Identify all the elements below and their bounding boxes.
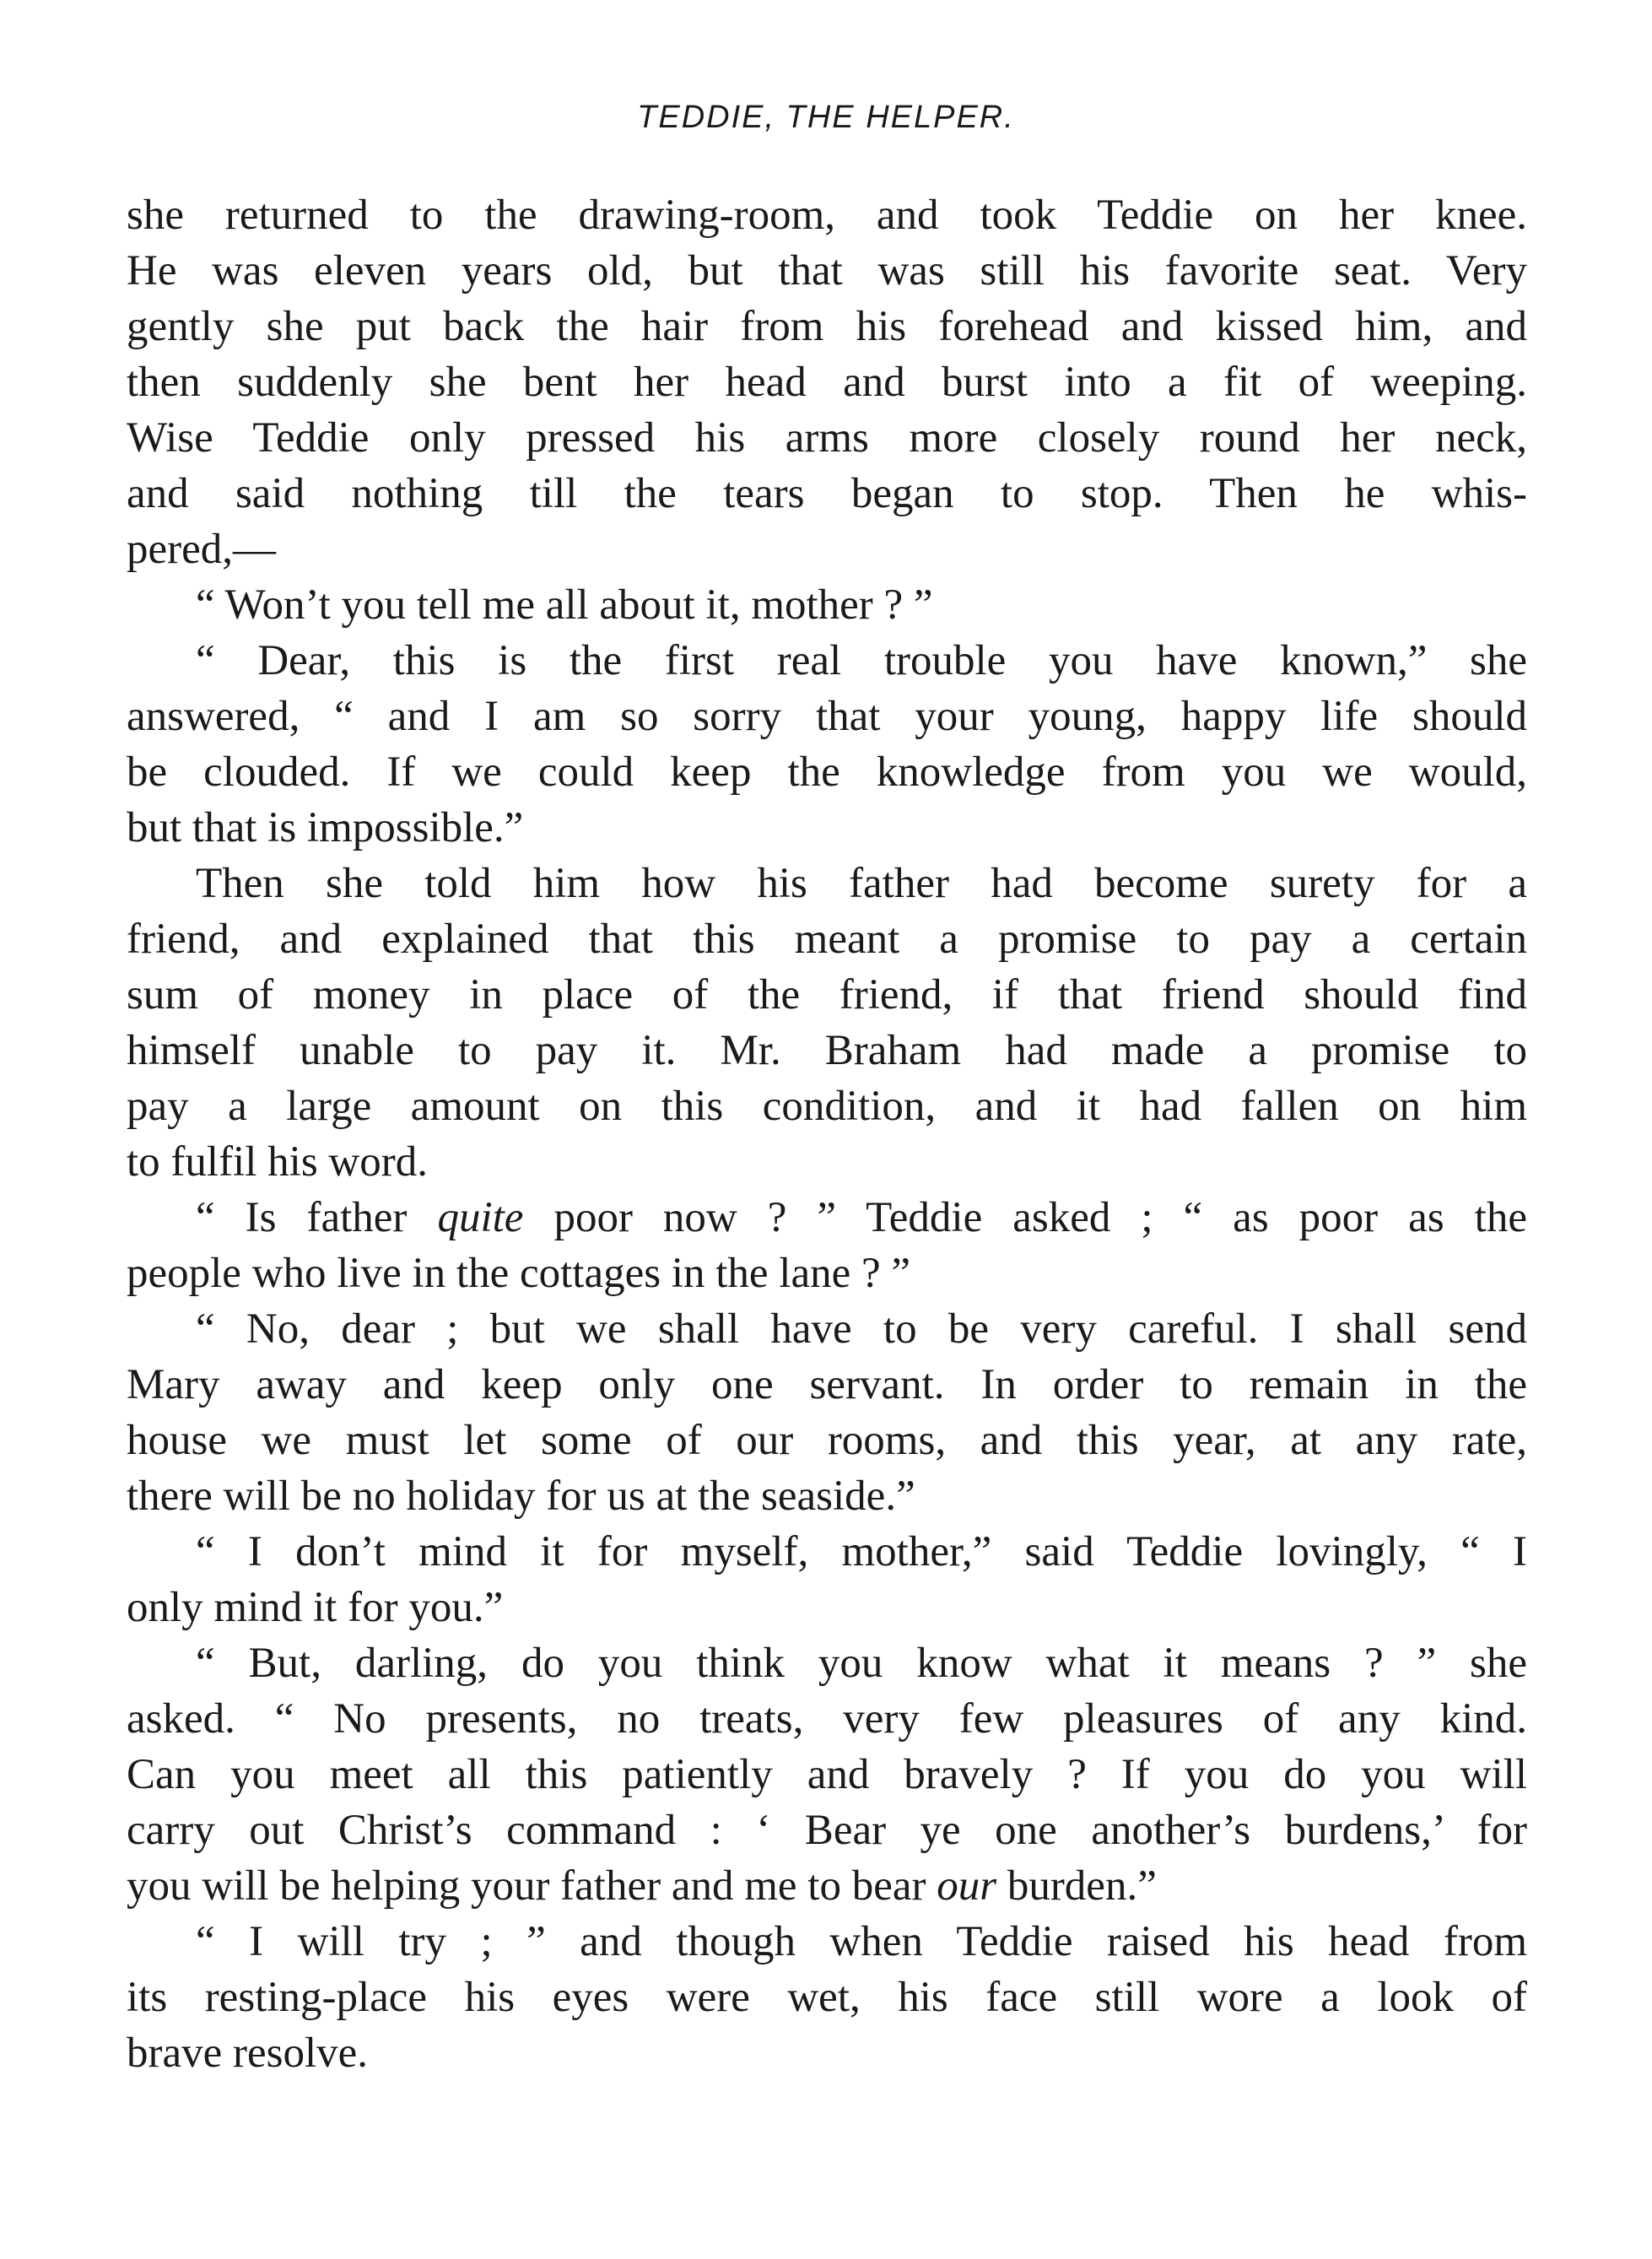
running-head: TEDDIE, THE HELPER. [637,100,1015,135]
text-line: to fulfil his word. [127,1138,428,1186]
text-line: pay a large amount on this condition, and it had fallen on him [127,1083,1527,1130]
italic-emphasis: our [937,1862,997,1910]
text-line: “ Won’t you tell me all about it, mother ? ” [196,581,933,629]
text-segment: poor now ? ” Teddie asked ; “ as poor as the [523,1194,1527,1241]
italic-emphasis: quite [437,1194,524,1241]
text-line: its resting-place his eyes were wet, his face still wore a look of [127,1974,1527,2021]
text-line: she returned to the drawing-room, and took Teddie on her knee. [127,192,1527,239]
text-line: “ I don’t mind it for myself, mother,” said Teddie lovingly, “ I [196,1528,1527,1575]
text-line: gently she put back the hair from his forehead and kissed him, and [127,303,1527,350]
text-line: “ Dear, this is the first real trouble you have known,” she [196,637,1527,684]
text-line: and said nothing till the tears began to stop. Then he whis- [127,470,1527,517]
text-line: Wise Teddie only pressed his arms more closely round her neck, [127,414,1527,462]
text-line: answered, “ and I am so sorry that your young, happy life should [127,693,1527,740]
text-line: but that is impossible.” [127,804,524,851]
text-line: brave resolve. [127,2029,369,2077]
text-line: Can you meet all this patiently and bravely ? If you do you will [127,1751,1527,1798]
text-line: himself unable to pay it. Mr. Braham had made a promise to [127,1027,1527,1074]
text-line: people who live in the cottages in the lane ? ” [127,1250,911,1297]
text-line: Then she told him how his father had become surety for a [196,860,1527,907]
text-line: be clouded. If we could keep the knowledge from you we would, [127,748,1527,796]
text-line: carry out Christ’s command : ‘ Bear ye one another’s burdens,’ for [127,1807,1527,1854]
text-segment: you will be helping your father and me to bear [127,1862,937,1910]
text-line: “ I will try ; ” and though when Teddie raised his head from [196,1918,1527,1965]
text-line: sum of money in place of the friend, if that friend should find [127,971,1527,1019]
text-line: pered,— [127,526,277,573]
text-segment: burden.” [996,1862,1157,1910]
text-line: then suddenly she bent her head and burst into a fit of weeping. [127,359,1527,406]
text-line: only mind it for you.” [127,1584,504,1631]
text-segment: “ Is father [196,1194,438,1241]
text-line: He was eleven years old, but that was still his favorite seat. Very [127,247,1527,295]
text-line: friend, and explained that this meant a promise to pay a certain [127,916,1527,963]
text-line: “ But, darling, do you think you know what it means ? ” she [196,1640,1527,1687]
text-line: house we must let some of our rooms, and this year, at any rate, [127,1417,1527,1464]
text-line [127,1190,1527,1246]
body-text [127,187,1527,2081]
text-line: “ No, dear ; but we shall have to be very careful. I shall send [196,1305,1527,1353]
text-line: there will be no holiday for us at the seaside.” [127,1473,915,1520]
text-line [127,1858,1527,1914]
text-line: asked. “ No presents, no treats, very few pleasures of any kind. [127,1695,1527,1743]
text-line: Mary away and keep only one servant. In order to remain in the [127,1361,1527,1408]
